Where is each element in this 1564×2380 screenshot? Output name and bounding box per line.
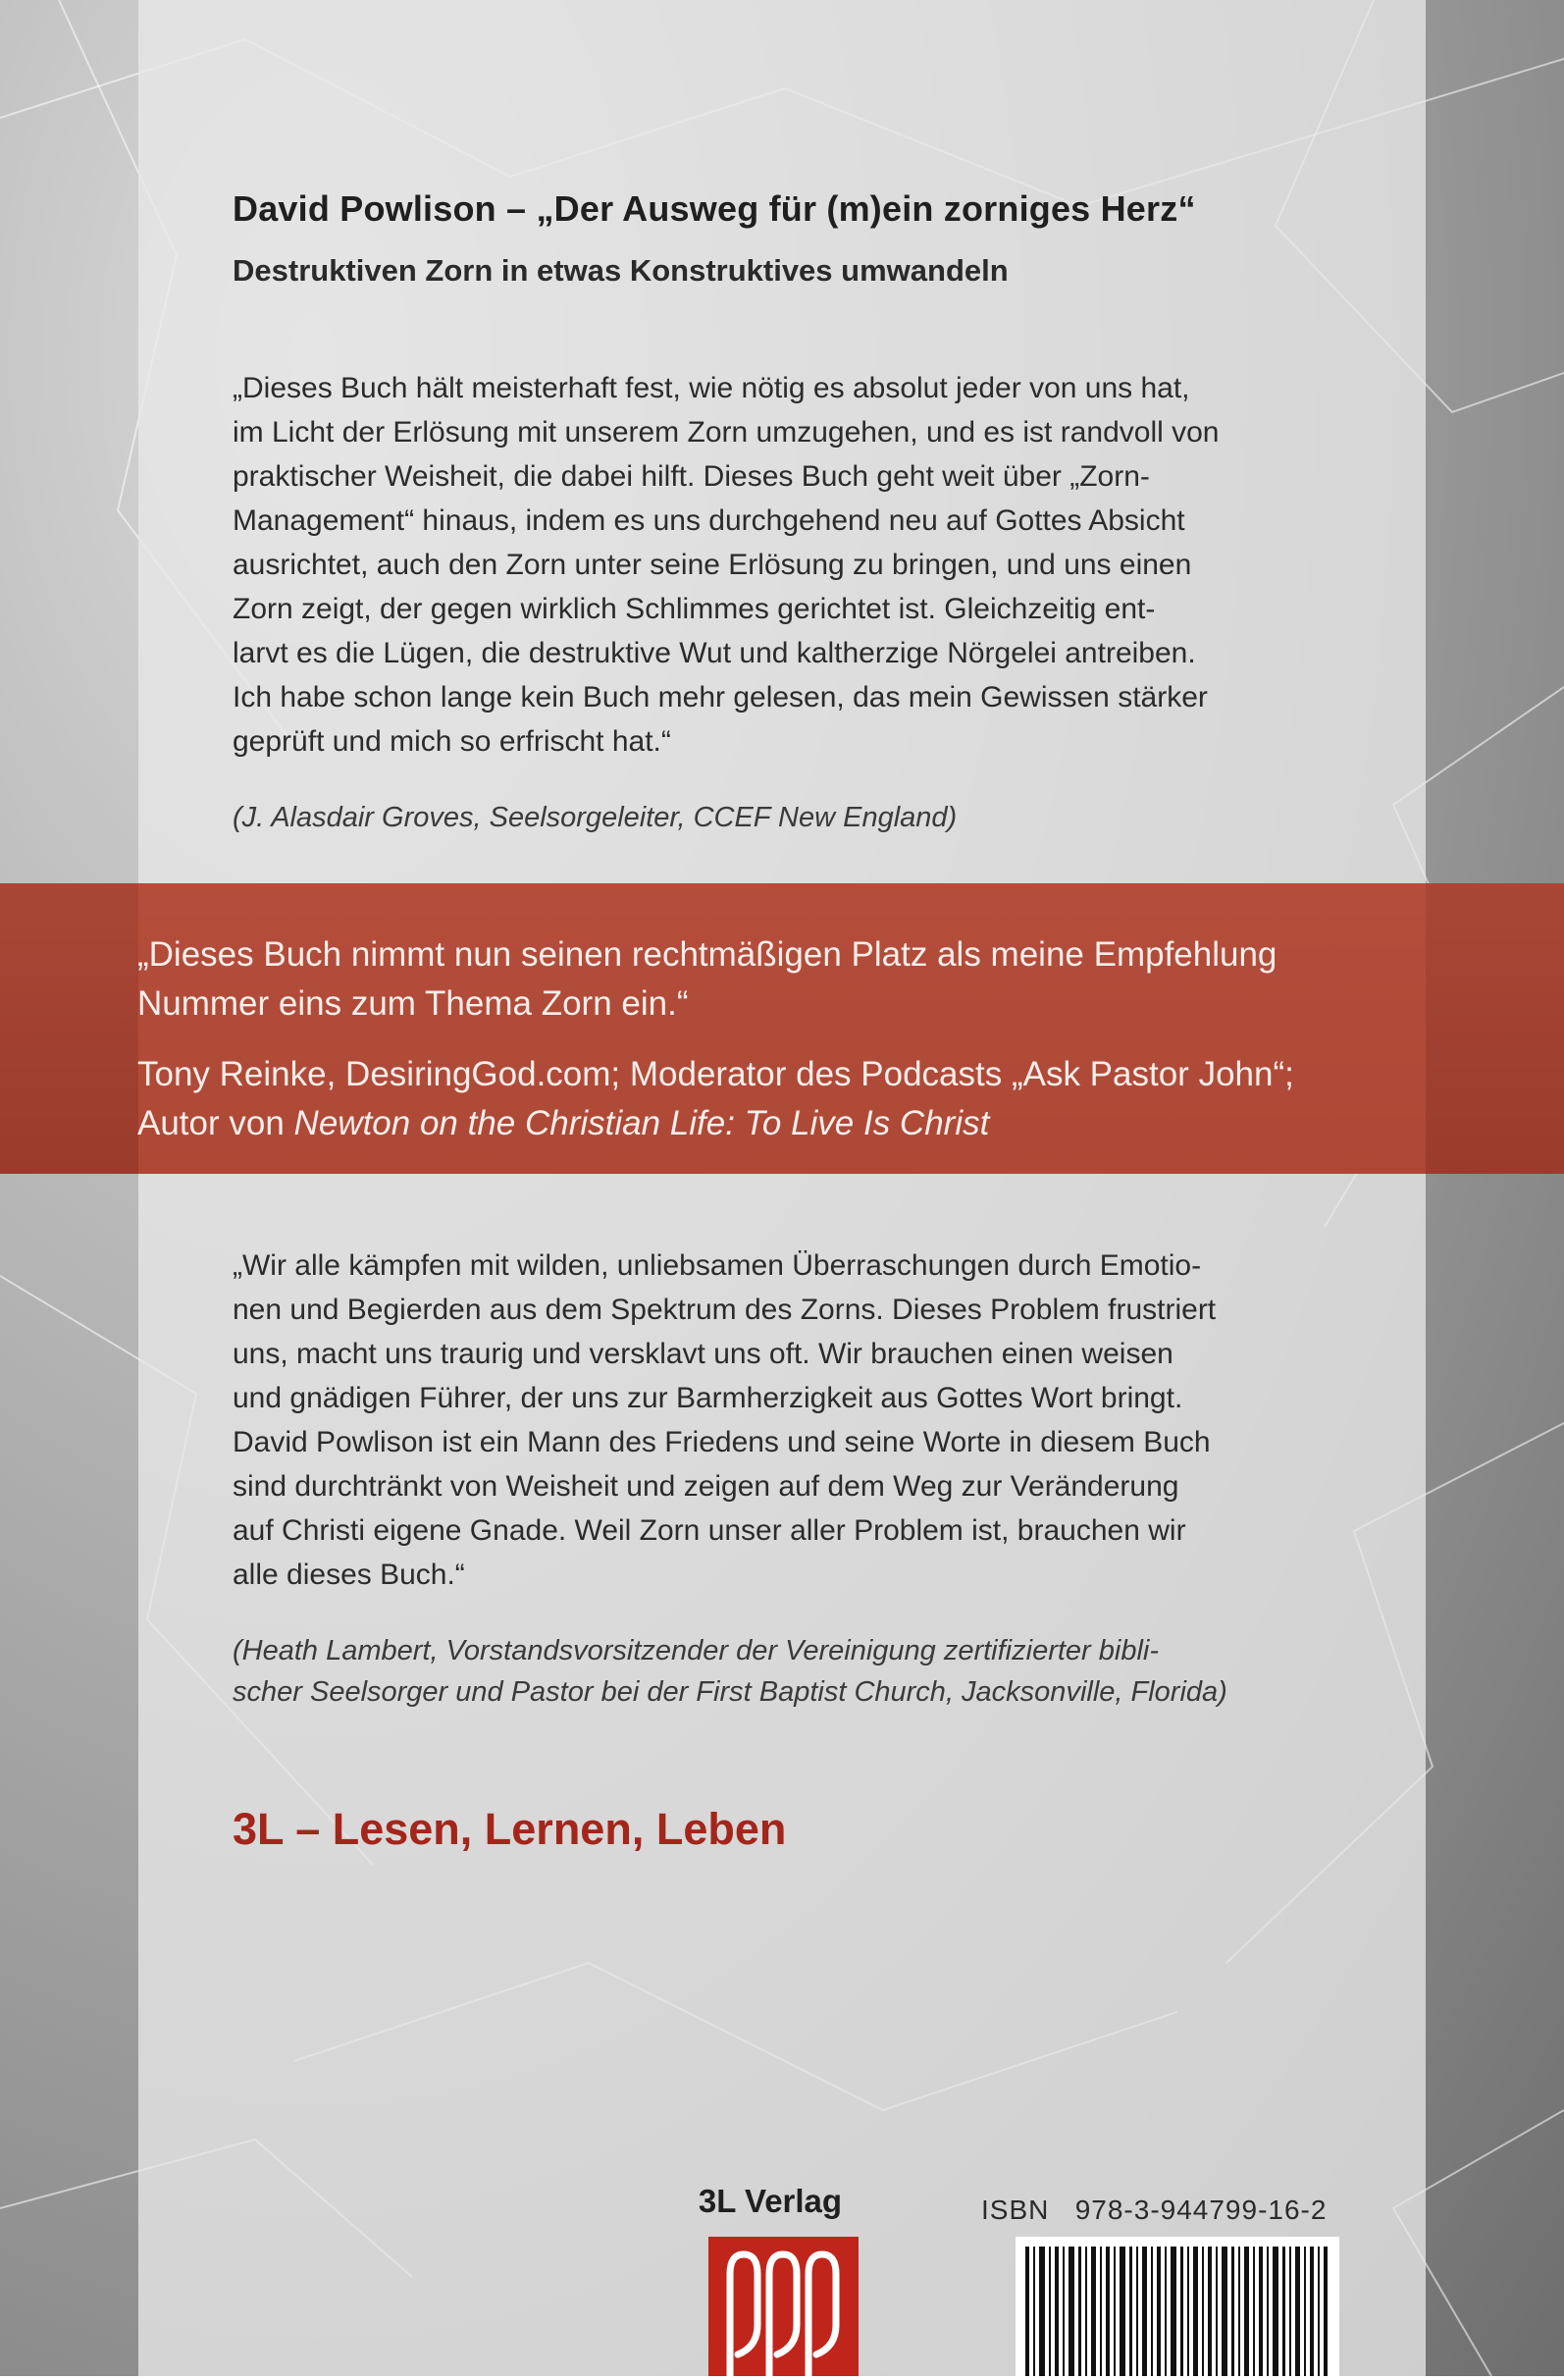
barcode-bars	[1016, 2237, 1339, 2376]
quote-1-citation: (J. Alasdair Groves, Seelsorgeleiter, CCEF New England)	[233, 802, 958, 833]
quote-line: alle dieses Buch.“	[233, 1559, 465, 1591]
quote-line: Zorn zeigt, der gegen wirklich Schlimmes gerichtet ist. Gleichzeitig ent-	[233, 593, 1156, 625]
3l-logo-icon	[708, 2237, 859, 2376]
quote-line: praktischer Weisheit, die dabei hilft. Dieses Buch geht weit über „Zorn-	[233, 460, 1150, 493]
quote-line: sind durchtränkt von Weisheit und zeigen auf dem Weg zur Veränderung	[233, 1470, 1179, 1503]
text-panel	[138, 0, 1426, 2376]
quote-line: Management“ hinaus, indem es uns durchgehend neu auf Gottes Absicht	[233, 504, 1185, 537]
quote-line: „Dieses Buch hält meisterhaft fest, wie nötig es absolut jeder von uns hat,	[233, 372, 1190, 404]
book-subtitle: Destruktiven Zorn in etwas Konstruktives umwandeln	[233, 253, 1009, 288]
quote-line: im Licht der Erlösung mit unserem Zorn umzugehen, und es ist randvoll von	[233, 416, 1220, 449]
quote-line: und gnädigen Führer, der uns zur Barmherzigkeit aus Gottes Wort bringt.	[233, 1382, 1183, 1414]
isbn	[981, 2195, 1327, 2226]
book-title: David Powlison – „Der Ausweg für (m)ein zorniges Herz“	[233, 188, 1196, 229]
quote-line: nen und Begierden aus dem Spektrum des Zorns. Dieses Problem frustriert	[233, 1294, 1217, 1326]
author-book-title: Newton on the Christian Life: To Live Is Christ	[293, 1104, 990, 1142]
quote-line: larvt es die Lügen, die destruktive Wut und kaltherzige Nörgelei antreiben.	[233, 637, 1196, 669]
endorsement-quote-2	[233, 1243, 1331, 1597]
quote-line: „Wir alle kämpfen mit wilden, unliebsamen Überraschungen durch Emotio-	[233, 1249, 1202, 1282]
highlight-quote-line: Nummer eins zum Thema Zorn ein.“	[137, 984, 689, 1023]
publisher-name: 3L Verlag	[698, 2183, 843, 2219]
highlight-author-line	[137, 1099, 1433, 1148]
isbn-label: ISBN	[981, 2195, 1050, 2225]
isbn-number: 978-3-944799-16-2	[1074, 2195, 1328, 2225]
quote-line: David Powlison ist ein Mann des Friedens und seine Worte in diesem Buch	[233, 1426, 1211, 1458]
quote-line: ausrichtet, auch den Zorn unter seine Erlösung zu bringen, und uns einen	[233, 549, 1192, 581]
quote-line: uns, macht uns traurig und versklavt uns oft. Wir brauchen einen weisen	[233, 1338, 1173, 1370]
highlight-author	[137, 1050, 1433, 1148]
barcode	[1016, 2237, 1339, 2376]
endorsement-quote-1	[233, 366, 1331, 764]
quote-line: auf Christi eigene Gnade. Weil Zorn unser aller Problem ist, brauchen wir	[233, 1514, 1186, 1547]
quote-2-citation	[233, 1630, 1331, 1713]
author-prefix: Autor von	[137, 1104, 294, 1142]
highlight-quote	[137, 930, 1433, 1029]
publisher-slogan: 3L – Lesen, Lernen, Leben	[233, 1804, 787, 1854]
highlight-quote-line: „Dieses Buch nimmt nun seinen rechtmäßigen Platz als meine Empfehlung	[137, 935, 1277, 974]
highlight-author-line: Tony Reinke, DesiringGod.com; Moderator des Podcasts „Ask Pastor John“;	[137, 1055, 1294, 1093]
quote-line: Ich habe schon lange kein Buch mehr gelesen, das mein Gewissen stärker	[233, 681, 1208, 714]
citation-line: scher Seelsorger und Pastor bei der First Baptist Church, Jacksonville, Florida)	[233, 1676, 1227, 1708]
quote-line: geprüft und mich so erfrischt hat.“	[233, 725, 671, 758]
citation-line: (Heath Lambert, Vorstandsvorsitzender der Vereinigung zertifizierter bibli-	[233, 1635, 1160, 1666]
